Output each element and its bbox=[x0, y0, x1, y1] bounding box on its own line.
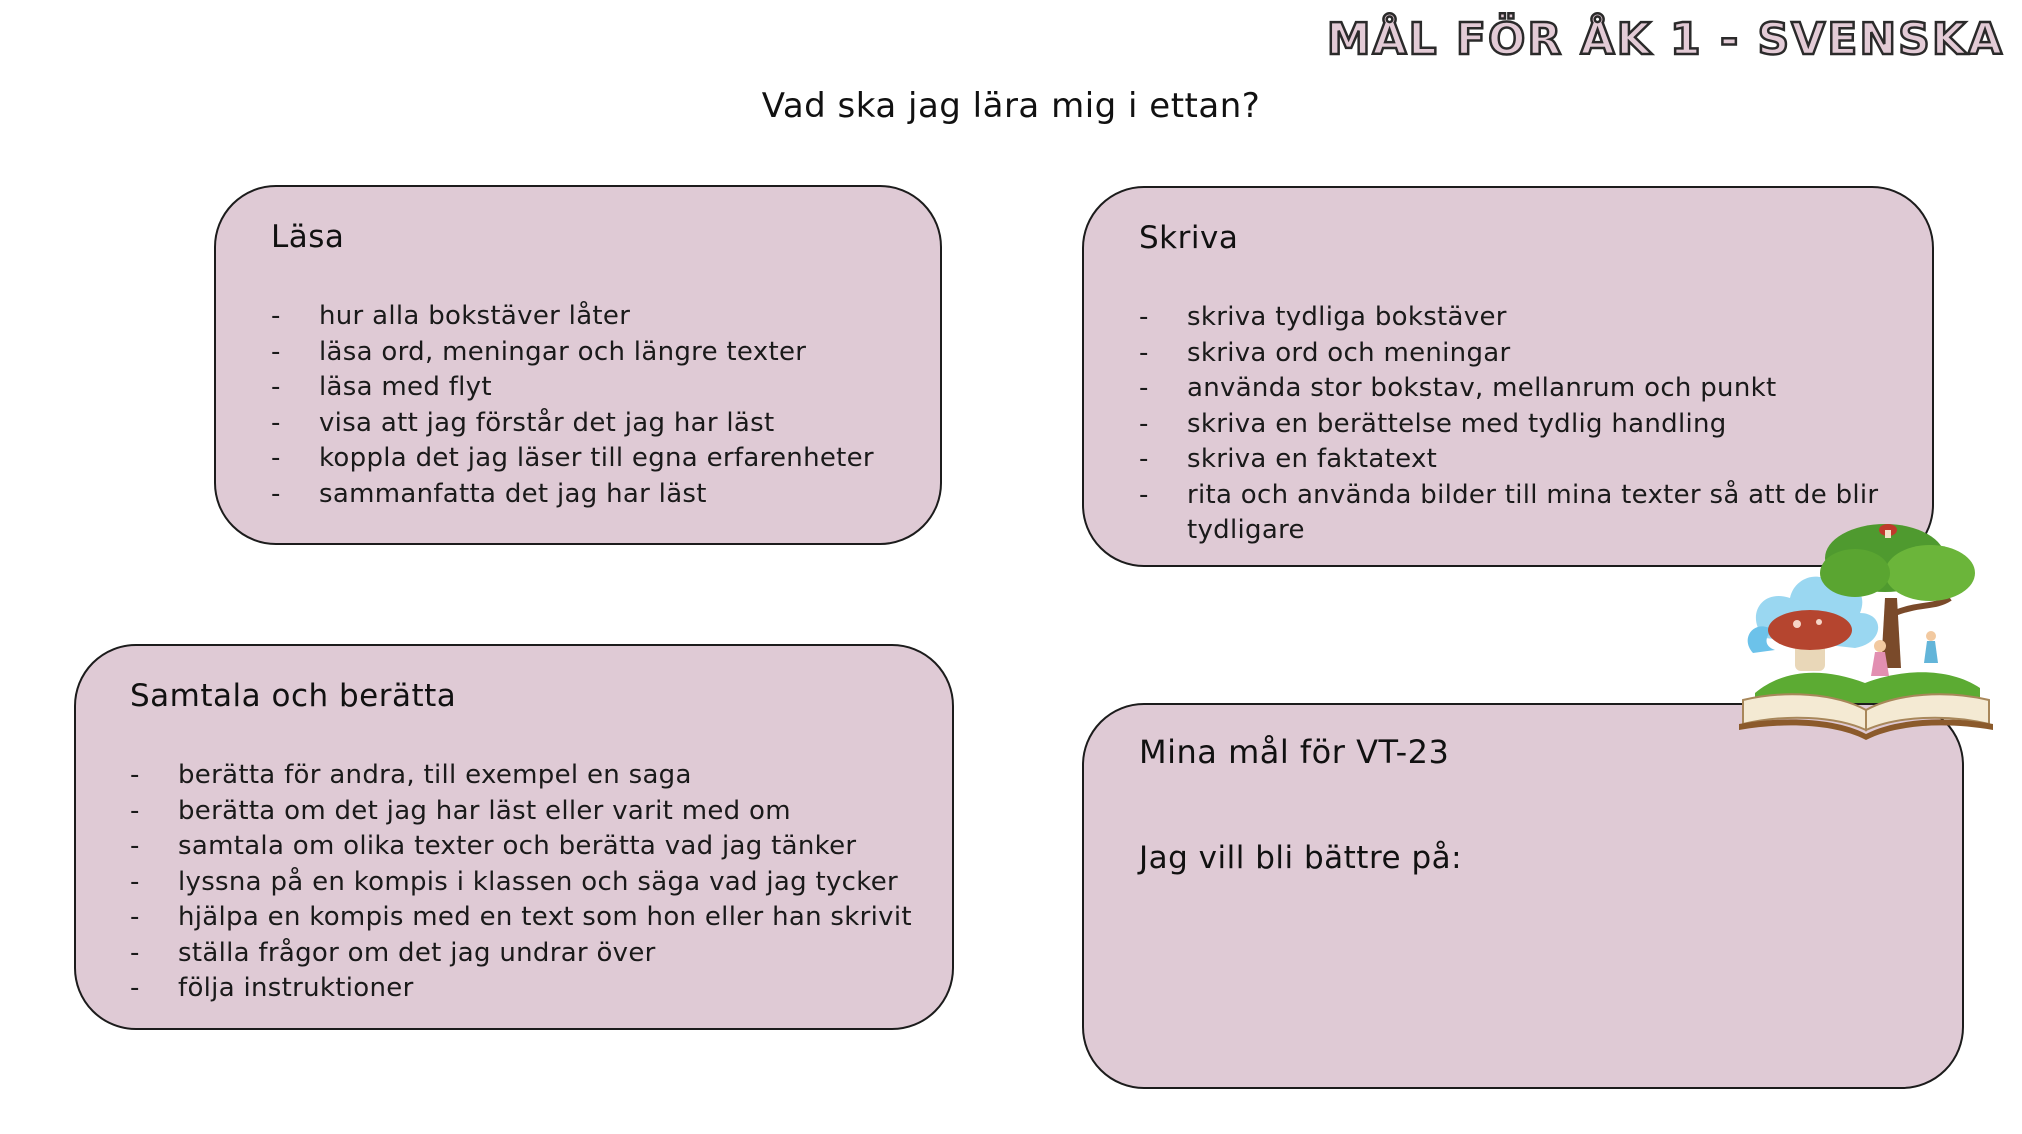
box-title-skriva: Skriva bbox=[1139, 220, 1239, 256]
list-item-text: hur alla bokstäver låter bbox=[319, 301, 631, 331]
page-subtitle: Vad ska jag lära mig i ettan? bbox=[761, 86, 1261, 126]
mushroom-dot bbox=[1793, 620, 1801, 628]
storybook-illustration bbox=[1735, 518, 1997, 743]
list-item-text: sammanfatta det jag har läst bbox=[319, 478, 707, 509]
list-dash: - bbox=[271, 443, 281, 473]
list-dash: - bbox=[1139, 479, 1149, 510]
list-item-text: lyssna på en kompis i klassen och säga vad jag tycker bbox=[178, 866, 898, 897]
mushroom-dot bbox=[1816, 619, 1822, 625]
list-item bbox=[130, 829, 930, 865]
goal-list-lasa bbox=[271, 299, 921, 512]
list-item-text: berätta om det jag har läst eller varit med om bbox=[178, 795, 791, 826]
list-dash: - bbox=[271, 301, 281, 331]
list-item bbox=[271, 299, 921, 335]
list-item bbox=[130, 865, 930, 901]
list-item bbox=[1139, 371, 1909, 407]
list-item-text: läsa med flyt bbox=[319, 372, 492, 402]
list-dash: - bbox=[271, 407, 281, 438]
goal-list-skriva bbox=[1139, 300, 1909, 549]
goal-list-samtala bbox=[130, 758, 930, 1007]
list-dash: - bbox=[130, 831, 140, 861]
list-item bbox=[271, 370, 921, 406]
list-dash: - bbox=[271, 372, 281, 402]
list-item bbox=[271, 406, 921, 442]
fairy-head bbox=[1874, 640, 1886, 652]
tree-canopy-3 bbox=[1820, 549, 1890, 597]
goal-box-mina-mal bbox=[1082, 703, 1964, 1089]
page-title: MÅL FÖR ÅK 1 - SVENSKA bbox=[1326, 14, 2004, 65]
list-dash: - bbox=[1139, 408, 1149, 439]
list-dash: - bbox=[271, 478, 281, 509]
list-item-text: samtala om olika texter och berätta vad jag tänker bbox=[178, 831, 857, 861]
box-title-mina-mal: Mina mål för VT-23 bbox=[1139, 733, 1450, 771]
fairy-head bbox=[1926, 631, 1936, 641]
list-dash: - bbox=[130, 937, 140, 968]
list-item bbox=[130, 794, 930, 830]
box-title-lasa: Läsa bbox=[271, 219, 345, 255]
mushroom-small-stem bbox=[1885, 530, 1891, 538]
list-item bbox=[130, 971, 930, 1007]
list-item bbox=[130, 758, 930, 794]
list-item bbox=[1139, 442, 1909, 478]
list-item-text: skriva tydliga bokstäver bbox=[1187, 302, 1507, 332]
list-dash: - bbox=[1139, 373, 1149, 403]
mushroom-cap bbox=[1768, 610, 1852, 650]
list-dash: - bbox=[130, 902, 140, 932]
list-dash: - bbox=[130, 760, 140, 790]
goal-box-skriva bbox=[1082, 186, 1934, 567]
list-item bbox=[1139, 407, 1909, 443]
list-item-text: skriva ord och meningar bbox=[1187, 337, 1511, 368]
list-dash: - bbox=[130, 973, 140, 1003]
list-item-text: visa att jag förstår det jag har läst bbox=[319, 407, 775, 438]
tree-canopy-2 bbox=[1885, 545, 1975, 601]
list-dash: - bbox=[130, 866, 140, 897]
list-dash: - bbox=[1139, 302, 1149, 332]
list-item bbox=[271, 477, 921, 513]
fairy-body bbox=[1924, 641, 1938, 663]
list-item-text: använda stor bokstav, mellanrum och punkt bbox=[1187, 373, 1777, 403]
list-item-text: skriva en faktatext bbox=[1187, 444, 1438, 474]
list-item bbox=[1139, 336, 1909, 372]
goal-box-samtala bbox=[74, 644, 954, 1030]
list-dash: - bbox=[271, 336, 281, 367]
goal-box-lasa bbox=[214, 185, 942, 545]
list-item bbox=[130, 936, 930, 972]
list-dash: - bbox=[130, 795, 140, 826]
list-item bbox=[1139, 300, 1909, 336]
list-item-text: hjälpa en kompis med en text som hon eller han skrivit bbox=[178, 902, 912, 932]
list-item bbox=[271, 441, 921, 477]
list-dash: - bbox=[1139, 337, 1149, 368]
list-item-text: läsa ord, meningar och längre texter bbox=[319, 336, 807, 367]
list-item-text: berätta för andra, till exempel en saga bbox=[178, 760, 692, 790]
box-title-samtala: Samtala och berätta bbox=[130, 678, 457, 714]
list-item-text: ställa frågor om det jag undrar över bbox=[178, 937, 656, 968]
list-item-text: följa instruktioner bbox=[178, 973, 414, 1003]
list-item bbox=[130, 900, 930, 936]
list-item bbox=[271, 335, 921, 371]
list-item-text: skriva en berättelse med tydlig handling bbox=[1187, 408, 1727, 439]
list-dash: - bbox=[1139, 444, 1149, 474]
list-item-text: rita och använda bilder till mina texter så att de blir tydligare bbox=[1187, 479, 1879, 545]
list-item-text: koppla det jag läser till egna erfarenheter bbox=[319, 443, 874, 473]
goal-prompt: Jag vill bli bättre på: bbox=[1139, 840, 1463, 876]
